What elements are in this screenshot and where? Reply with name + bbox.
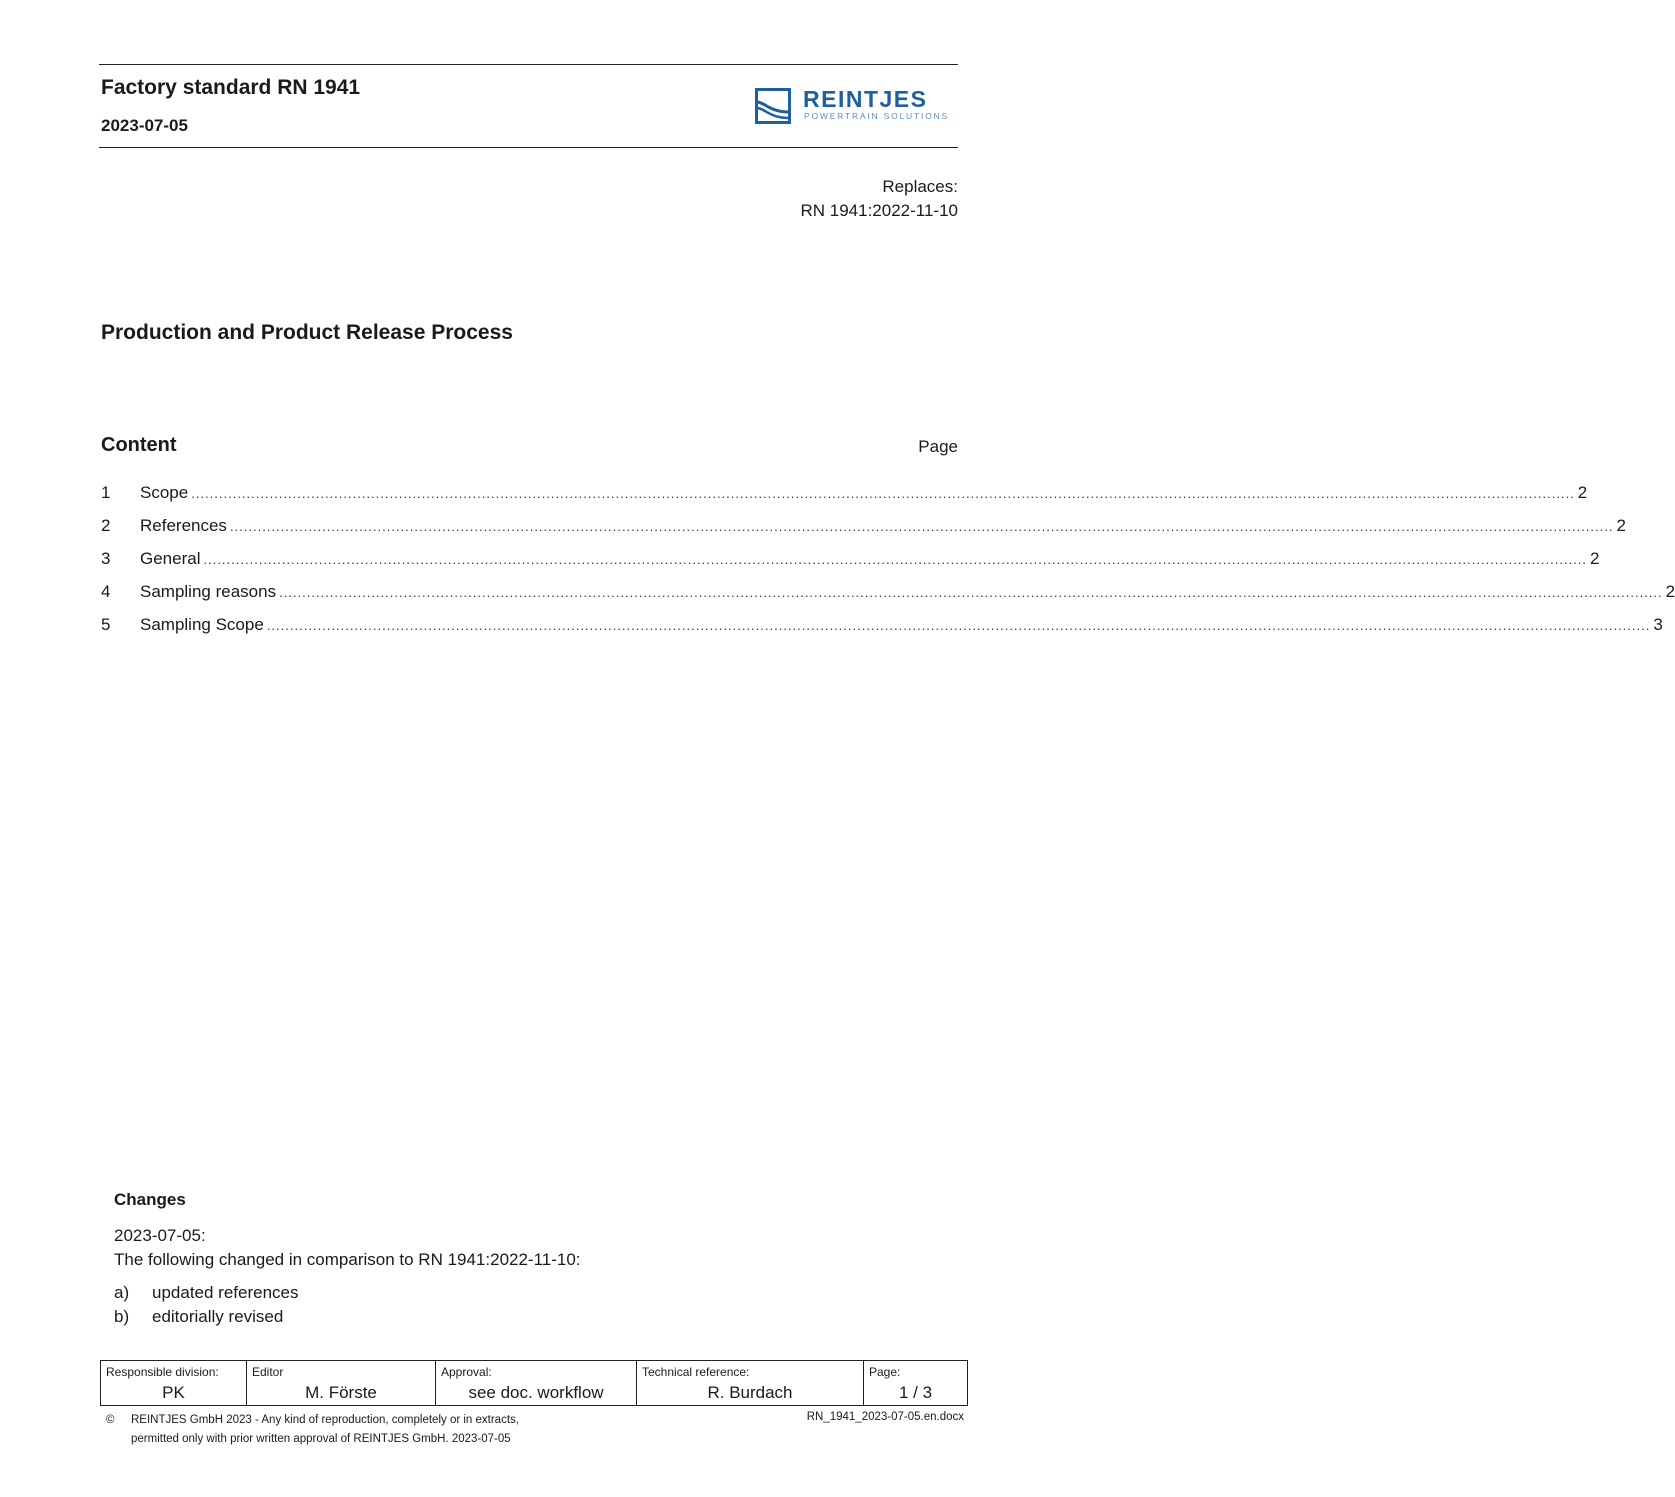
header-bottom-rule — [99, 147, 958, 148]
toc-leader-dots: ............................................................................................................................................................................................................................................................................................................ — [229, 519, 1614, 534]
list-item — [114, 1305, 299, 1329]
footer-cell-page — [864, 1361, 967, 1405]
document-title: Production and Product Release Process — [101, 321, 513, 344]
footer-cell-label: Responsible division: — [106, 1365, 219, 1379]
footer-cell-label: Approval: — [441, 1365, 492, 1379]
toc-page-label: Page — [918, 437, 958, 456]
replaces-label: Replaces: — [882, 177, 958, 196]
table-of-contents — [101, 483, 1675, 648]
footer-cell-responsible-division — [101, 1361, 247, 1405]
doc-header-date: 2023-07-05 — [101, 116, 188, 135]
toc-heading: Content — [101, 434, 177, 456]
toc-entry-page: 2 — [1590, 549, 1600, 568]
footer-cell-technical-reference — [637, 1361, 864, 1405]
toc-entry-title: General — [140, 549, 201, 568]
replaces-value: RN 1941:2022-11-10 — [800, 201, 958, 220]
footer-cell-value: see doc. workflow — [468, 1383, 604, 1402]
changes-date: 2023-07-05: — [114, 1226, 206, 1245]
toc-entry-sampling-reasons[interactable] — [101, 582, 1675, 615]
list-marker: b) — [114, 1307, 130, 1326]
toc-entry-general[interactable] — [101, 549, 1600, 582]
list-item-text: editorially revised — [152, 1307, 284, 1326]
reintjes-logo — [755, 88, 959, 124]
changes-intro: The following changed in comparison to RN 1941:2022-11-10: — [114, 1250, 581, 1269]
reintjes-logo-icon — [755, 88, 791, 124]
toc-entry-number: 5 — [101, 615, 111, 634]
footer-cell-label: Technical reference: — [642, 1365, 750, 1379]
footer-cell-label: Editor — [252, 1365, 284, 1379]
footer-cell-editor — [247, 1361, 436, 1405]
toc-entry-number: 1 — [101, 483, 111, 502]
footer-cell-value: 1 / 3 — [898, 1383, 933, 1402]
copyright-line-2: permitted only with prior written approval of REINTJES GmbH. 2023-07-05 — [131, 1433, 511, 1445]
toc-entry-page: 3 — [1653, 615, 1663, 634]
toc-entry-number: 2 — [101, 516, 111, 535]
toc-entry-scope[interactable] — [101, 483, 1588, 516]
toc-entry-number: 3 — [101, 549, 111, 568]
footer-approval-table — [100, 1360, 968, 1406]
toc-leader-dots: ............................................................................................................................................................................................................................................................................................................ — [279, 585, 1663, 600]
toc-entry-page: 2 — [1616, 516, 1626, 535]
footer-cell-label: Page: — [869, 1365, 901, 1379]
header-top-rule — [99, 64, 958, 65]
toc-entry-page: 2 — [1577, 483, 1588, 502]
doc-header-title: Factory standard RN 1941 — [101, 76, 361, 99]
toc-entry-title: Sampling Scope — [140, 615, 264, 634]
copyright-line-1: REINTJES GmbH 2023 - Any kind of reproduction, completely or in extracts, — [131, 1414, 519, 1426]
toc-leader-dots: ............................................................................................................................................................................................................................................................................................................ — [191, 486, 1575, 501]
footer-cell-value: PK — [162, 1383, 185, 1402]
changes-intro-block — [114, 1224, 581, 1272]
footer-cell-approval — [436, 1361, 637, 1405]
copyright-notice — [106, 1411, 519, 1449]
list-item — [114, 1281, 299, 1305]
toc-entry-title: Sampling reasons — [140, 582, 277, 601]
toc-leader-dots: ............................................................................................................................................................................................................................................................................................................ — [203, 552, 1588, 567]
replaces-block — [800, 175, 958, 223]
list-item-text: updated references — [152, 1283, 299, 1302]
footer-cell-value: R. Burdach — [707, 1383, 793, 1402]
copyright-symbol: © — [106, 1414, 115, 1426]
toc-entry-title: References — [140, 516, 227, 535]
document-filename: RN_1941_2023-07-05.en.docx — [806, 1411, 964, 1423]
logo-wordmark: REINTJES — [803, 86, 928, 112]
footer-cell-value: M. Förste — [305, 1383, 377, 1402]
toc-entry-references[interactable] — [101, 516, 1626, 549]
changes-list — [114, 1281, 299, 1329]
list-marker: a) — [114, 1283, 130, 1302]
toc-entry-number: 4 — [101, 582, 111, 601]
toc-leader-dots: ............................................................................................................................................................................................................................................................................................................ — [266, 618, 1651, 633]
toc-entry-page: 2 — [1665, 582, 1675, 601]
logo-tagline: POWERTRAIN SOLUTIONS — [804, 111, 949, 121]
toc-entry-sampling-scope[interactable] — [101, 615, 1663, 648]
toc-entry-title: Scope — [140, 483, 189, 502]
changes-heading: Changes — [114, 1190, 186, 1209]
